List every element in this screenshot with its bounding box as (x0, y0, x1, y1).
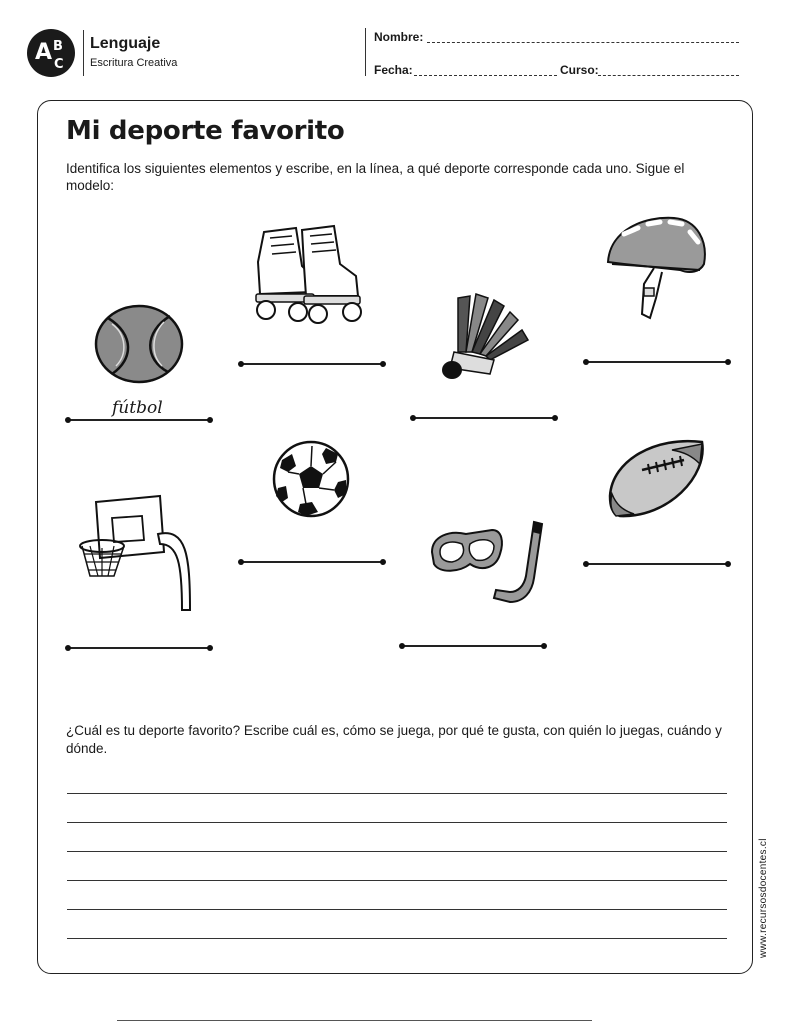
subject-title: Lenguaje (90, 35, 161, 52)
page-title: Mi deporte favorito (66, 116, 345, 146)
writing-line[interactable] (67, 909, 727, 910)
instructions: Identifica los siguientes elementos y escribe, en la línea, a qué deporte corresponde cada uno. Sigue el modelo: (66, 161, 685, 193)
course-field[interactable] (598, 75, 739, 76)
logo-letter-a: A (35, 40, 53, 65)
abc-logo-icon (26, 28, 76, 78)
header (0, 0, 791, 90)
writing-line[interactable] (67, 938, 727, 939)
shuttlecock-icon (436, 290, 532, 384)
writing-line[interactable] (67, 793, 727, 794)
answer-line-snorkel[interactable] (402, 645, 544, 647)
writing-prompt: ¿Cuál es tu deporte favorito? Escribe cuál es, cómo se juega, por qué te gusta, con quién lo juegas, cuándo y dónde. (66, 723, 722, 756)
subject-subtitle: Escritura Creativa (90, 57, 178, 69)
model-answer: fútbol (112, 398, 163, 418)
writing-line[interactable] (67, 822, 727, 823)
bottom-divider (117, 1020, 592, 1021)
answer-line-tennis[interactable] (68, 419, 210, 421)
football-icon (606, 436, 708, 520)
answer-line-football[interactable] (586, 563, 728, 565)
answer-line-shuttlecock[interactable] (413, 417, 555, 419)
date-field[interactable] (414, 75, 557, 76)
answer-line-helmet[interactable] (586, 361, 728, 363)
writing-line[interactable] (67, 880, 727, 881)
basketball-hoop-icon (78, 494, 200, 614)
answer-line-soccer[interactable] (241, 561, 383, 563)
name-field[interactable] (427, 42, 739, 43)
logo-letter-b: B (53, 39, 63, 54)
header-divider (83, 30, 84, 76)
source-url: www.recursosdocentes.cl (758, 838, 769, 958)
name-label: Nombre: (374, 30, 424, 44)
roller-skates-icon (252, 222, 368, 328)
answer-line-basketball[interactable] (68, 647, 210, 649)
answer-line-skates[interactable] (241, 363, 383, 365)
header-divider-fields (365, 28, 366, 76)
tennis-ball-icon (94, 304, 184, 384)
soccer-ball-icon (272, 440, 350, 518)
snorkel-mask-icon (430, 518, 548, 606)
bike-helmet-icon (604, 214, 708, 326)
course-label: Curso: (560, 63, 599, 77)
writing-line[interactable] (67, 851, 727, 852)
date-label: Fecha: (374, 63, 413, 77)
logo-letter-c: C (54, 57, 64, 72)
